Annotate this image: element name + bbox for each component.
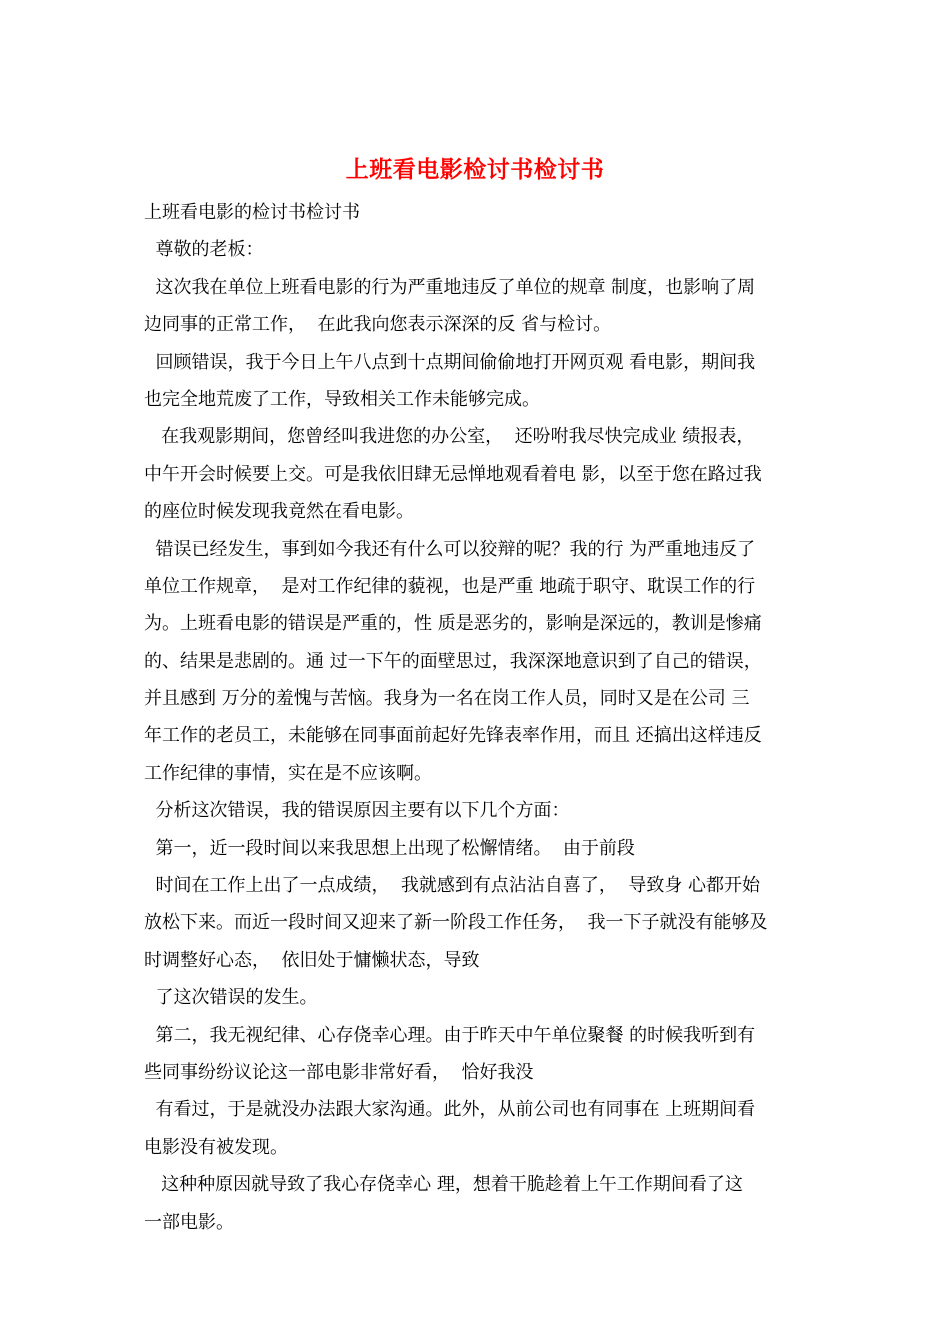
text-line: 边同事的正常工作， 在此我向您表示深深的反 省与检讨。 bbox=[144, 314, 612, 336]
text-line: 第一，近一段时间以来我思想上出现了松懈情绪。 由于前段 bbox=[144, 837, 635, 859]
text-line: 在我观影期间，您曾经叫我进您的办公室， 还吩咐我尽快完成业 绩报表， bbox=[144, 426, 755, 448]
text-line: 电影没有被发现。 bbox=[144, 1136, 288, 1158]
text-line: 一部电影。 bbox=[144, 1211, 234, 1233]
text-line: 放松下来。而近一段时间又迎来了新一阶段工作任务， 我一下子就没有能够及 bbox=[144, 912, 768, 934]
text-line: 并且感到 万分的羞愧与苦恼。我身为一名在岗工作人员，同时又是在公司 三 bbox=[144, 688, 750, 710]
text-line: 回顾错误，我于今日上午八点到十点期间偷偷地打开网页观 看电影，期间我 bbox=[144, 351, 756, 373]
document-title: 上班看电影检讨书检讨书 bbox=[345, 156, 605, 183]
text-line: 错误已经发生，事到如今我还有什么可以狡辩的呢？我的行 为严重地违反了 bbox=[144, 538, 756, 560]
text-line: 分析这次错误，我的错误原因主要有以下几个方面： bbox=[144, 800, 570, 822]
text-line: 这次我在单位上班看电影的行为严重地违反了单位的规章 制度，也影响了周 bbox=[144, 276, 756, 298]
text-line: 也完全地荒废了工作，导致相关工作未能够完成。 bbox=[144, 388, 540, 410]
text-line: 这种种原因就导致了我心存侥幸心 理，想着干脆趁着上午工作期间看了这 bbox=[144, 1174, 743, 1196]
text-line: 有看过，于是就没办法跟大家沟通。此外，从前公司也有同事在 上班期间看 bbox=[144, 1099, 756, 1121]
text-line: 时间在工作上出了一点成绩， 我就感到有点沾沾自喜了， 导致身 心都开始 bbox=[144, 875, 761, 897]
text-line: 单位工作规章， 是对工作纪律的藐视，也是严重 地疏于职守、耽误工作的行 bbox=[144, 575, 756, 597]
text-line: 的座位时候发现我竟然在看电影。 bbox=[144, 501, 414, 523]
text-line: 工作纪律的事情，实在是不应该啊。 bbox=[144, 762, 432, 784]
text-line: 尊敬的老板： bbox=[144, 239, 264, 261]
text-line: 了这次错误的发生。 bbox=[144, 987, 318, 1009]
text-line: 第二，我无视纪律、心存侥幸心理。由于昨天中午单位聚餐 的时候我听到有 bbox=[144, 1024, 756, 1046]
document-body bbox=[144, 194, 808, 1241]
text-line: 为。上班看电影的错误是严重的，性 质是恶劣的，影响是深远的，教训是惨痛 bbox=[144, 613, 762, 635]
text-line: 中午开会时候要上交。可是我依旧肆无忌惮地观看着电 影，以至于您在路过我 bbox=[144, 463, 762, 485]
text-line: 的、结果是悲剧的。通 过一下午的面壁思过，我深深地意识到了自己的错误， bbox=[144, 650, 762, 672]
text-line: 时调整好心态， 依旧处于慵懒状态，导致 bbox=[144, 949, 480, 971]
text-line: 年工作的老员工，未能够在同事面前起好先锋表率作用，而且 还搞出这样违反 bbox=[144, 725, 762, 747]
text-line: 上班看电影的检讨书检讨书 bbox=[144, 202, 360, 223]
text-line: 些同事纷纷议论这一部电影非常好看， 恰好我没 bbox=[144, 1061, 534, 1083]
